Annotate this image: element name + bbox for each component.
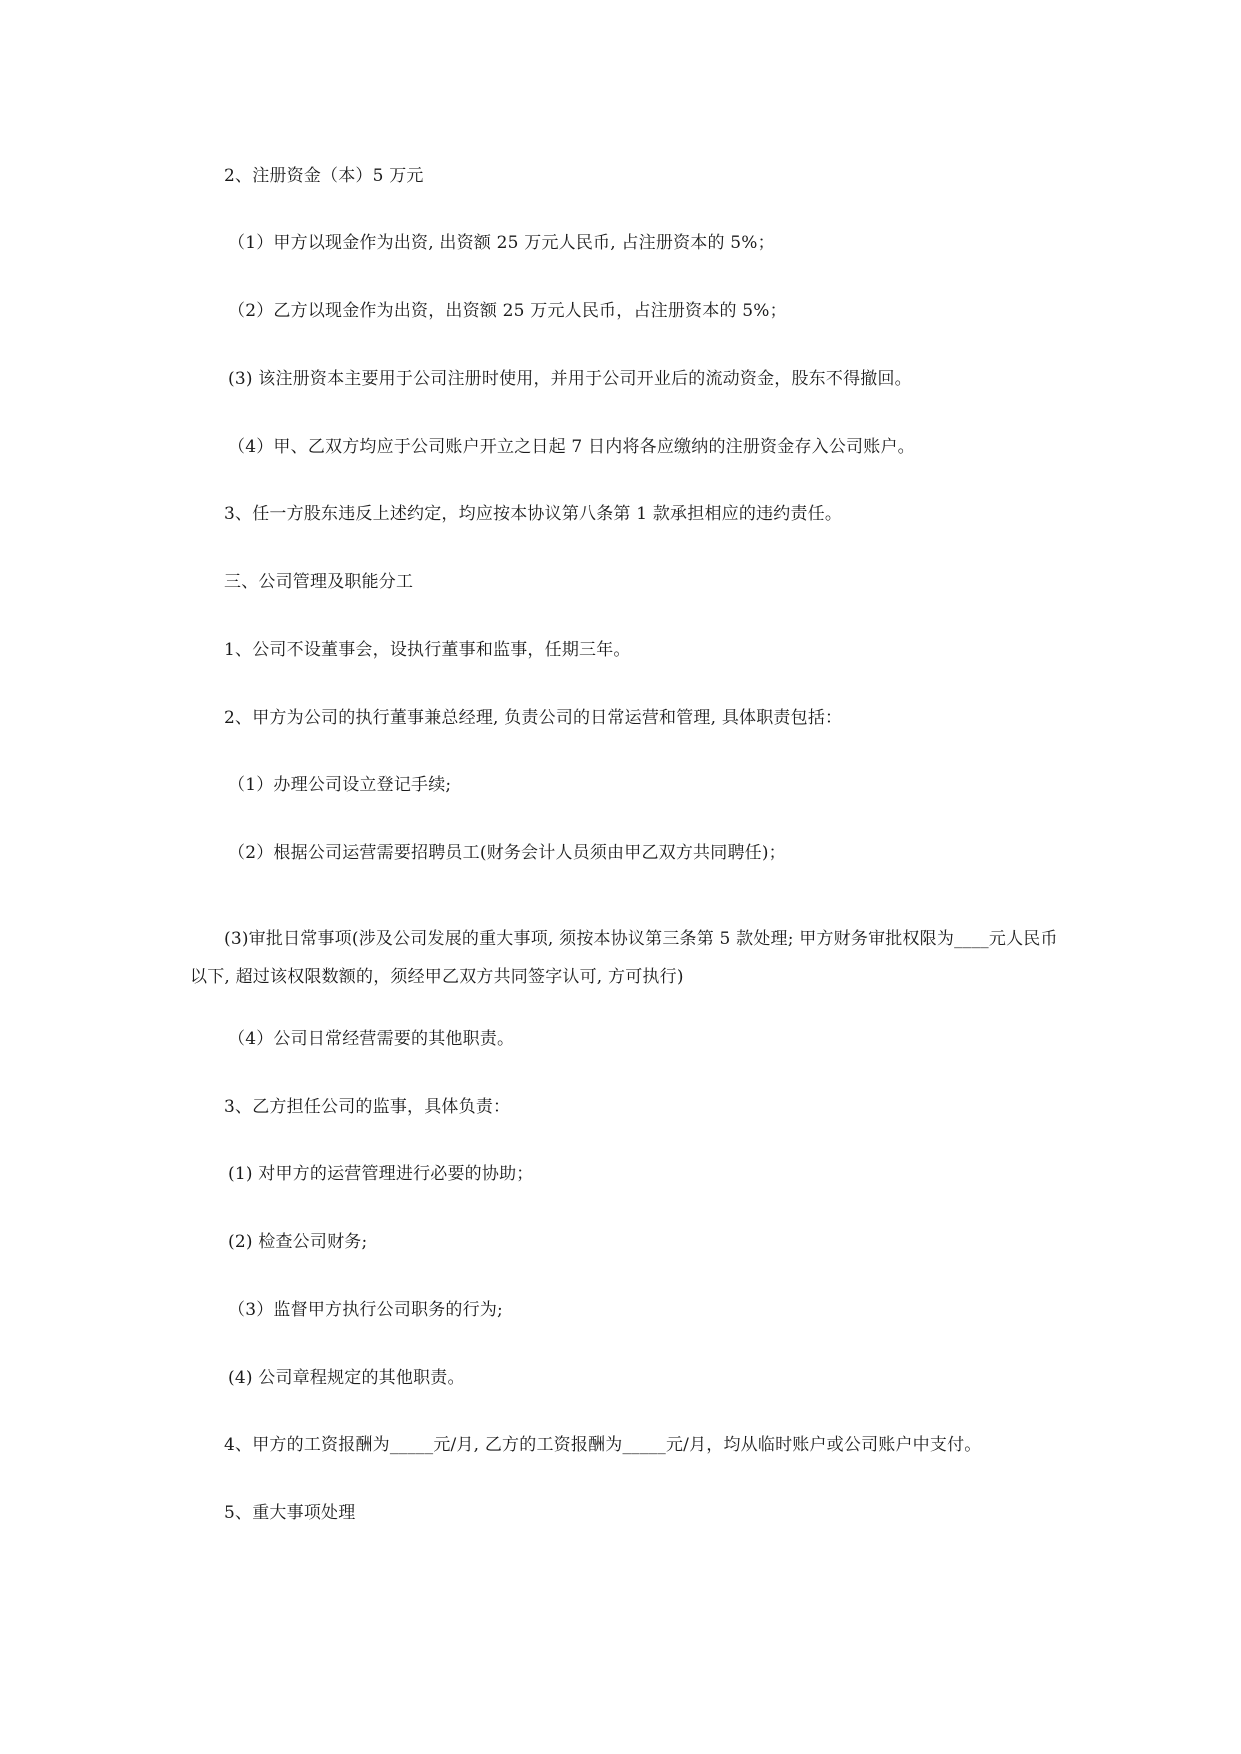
- paragraph-item: （3）监督甲方执行公司职务的行为;: [228, 1300, 503, 1320]
- paragraph-registered-capital: 2、注册资金（本）5 万元: [224, 166, 424, 186]
- paragraph-party-b-duties: 3、乙方担任公司的监事，具体负责：: [224, 1097, 511, 1117]
- paragraph-item: (2) 检查公司财务;: [228, 1232, 368, 1252]
- paragraph-board-clause: 1、公司不设董事会，设执行董事和监事，任期三年。: [224, 640, 631, 660]
- paragraph-party-a-duties: 2、甲方为公司的执行董事兼总经理, 负责公司的日常运营和管理, 具体职责包括：: [224, 708, 843, 728]
- paragraph-item: （4）甲、乙双方均应于公司账户开立之日起 7 日内将各应缴纳的注册资金存入公司账户。: [228, 437, 915, 457]
- paragraph-item: （1）办理公司设立登记手续;: [228, 775, 452, 795]
- paragraph-item: （2）乙方以现金作为出资，出资额 25 万元人民币，占注册资本的 5%；: [228, 301, 787, 321]
- paragraph-breach-clause: 3、任一方股东违反上述约定，均应按本协议第八条第 1 款承担相应的违约责任。: [224, 504, 843, 524]
- paragraph-item: （4）公司日常经营需要的其他职责。: [228, 1029, 515, 1049]
- paragraph-item: （1）甲方以现金作为出资, 出资额 25 万元人民币, 占注册资本的 5%；: [228, 233, 775, 253]
- section-heading: 三、公司管理及职能分工: [224, 572, 414, 592]
- paragraph-item: (4) 公司章程规定的其他职责。: [228, 1368, 465, 1388]
- paragraph-approval-limit: (3)审批日常事项(涉及公司发展的重大事项, 须按本协议第三条第 5 款处理; 甲方财务审批权限为____元人民币以下, 超过该权限数额的，须经甲乙双方共同签字认可, 方可执行): [190, 929, 1058, 987]
- paragraph-item: (3) 该注册资本主要用于公司注册时使用，并用于公司开业后的流动资金，股东不得撤回。: [228, 369, 912, 389]
- paragraph-item: (1) 对甲方的运营管理进行必要的协助；: [228, 1164, 534, 1184]
- paragraph-major-matters: 5、重大事项处理: [224, 1503, 356, 1523]
- paragraph-salary-clause: 4、甲方的工资报酬为_____元/月, 乙方的工资报酬为_____元/月，均从临时账户或公司账户中支付。: [224, 1435, 982, 1455]
- paragraph-item: （2）根据公司运营需要招聘员工(财务会计人员须由甲乙双方共同聘任)；: [228, 843, 786, 863]
